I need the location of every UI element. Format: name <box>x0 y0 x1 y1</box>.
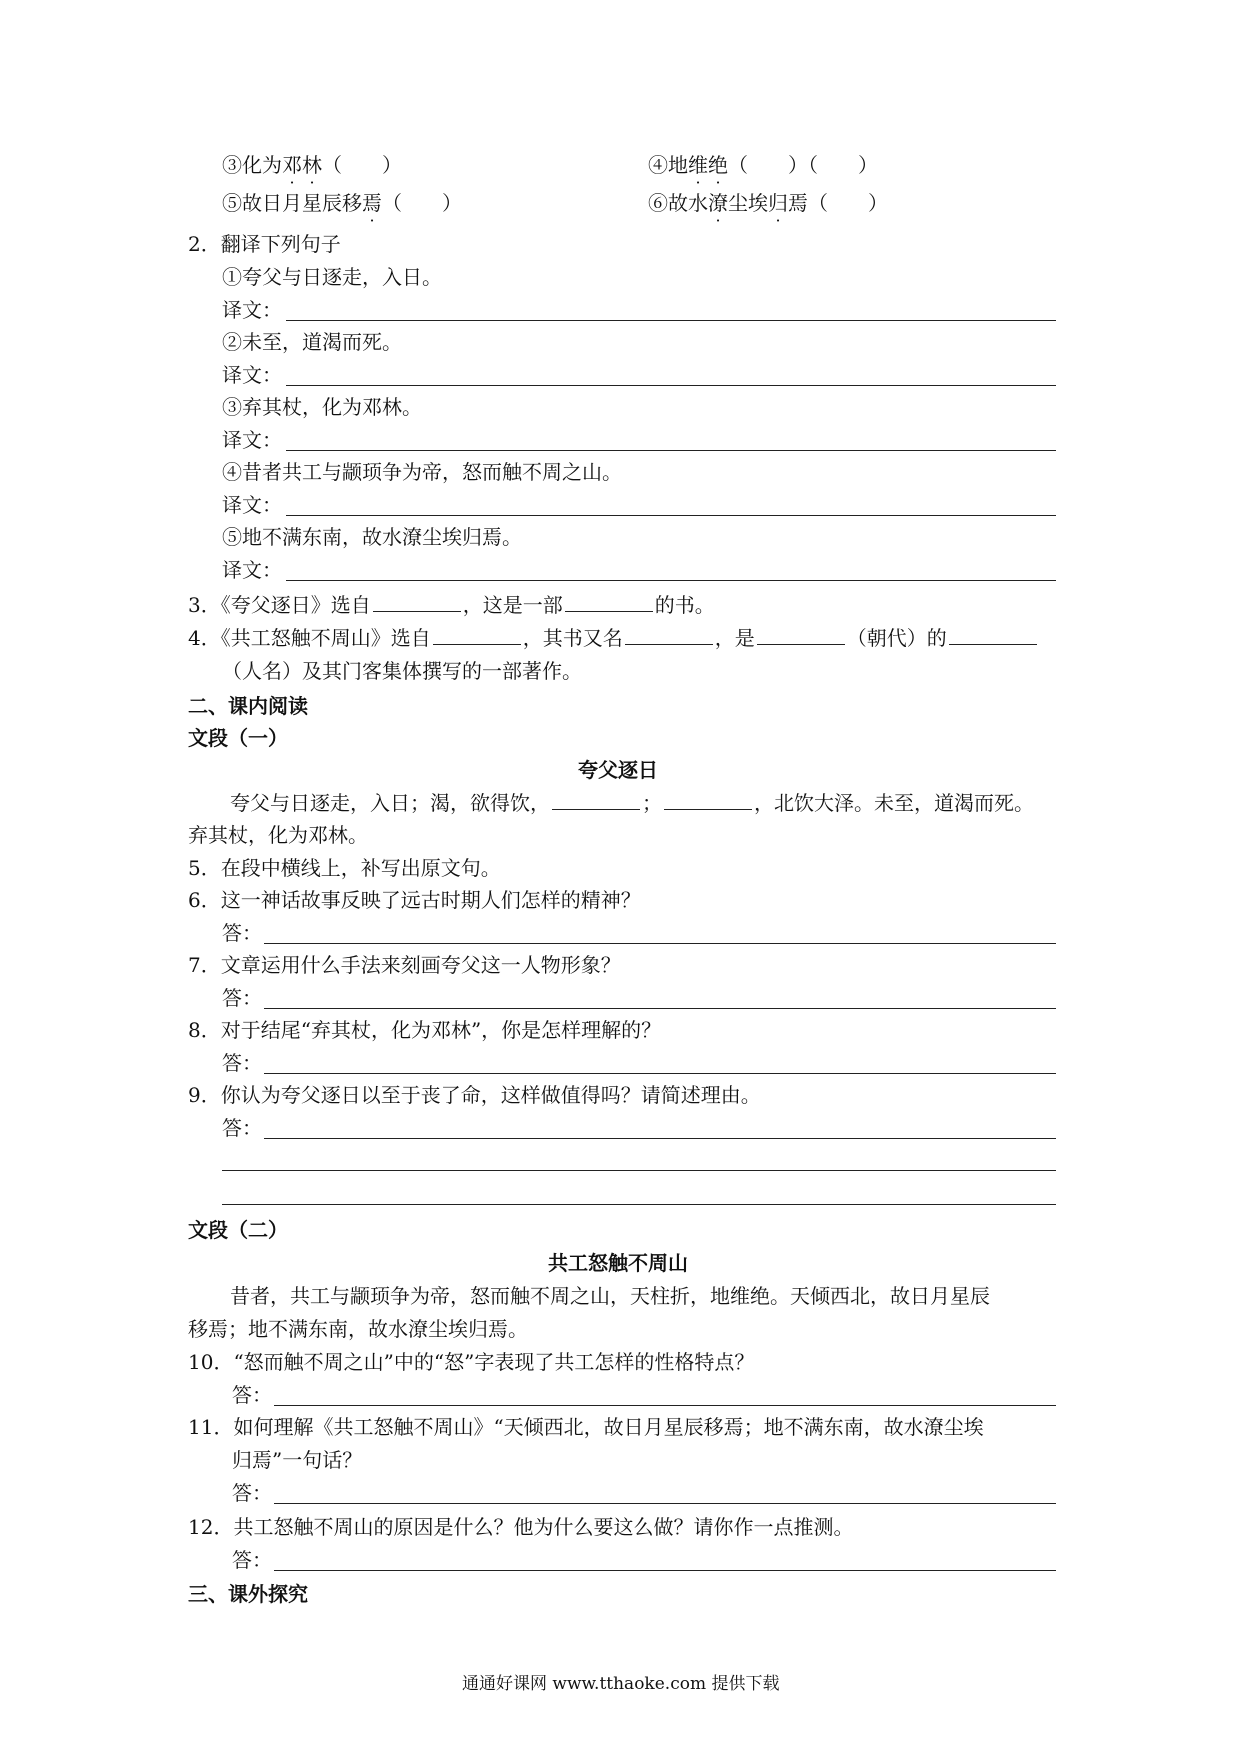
q1-item-5-text: ⑤故日月星辰移 <box>222 191 362 215</box>
answer-line[interactable] <box>286 320 1056 321</box>
answer-label: 译文： <box>222 493 282 517</box>
q2-title: 2．翻译下列句子 <box>188 232 341 256</box>
question-8: 8．对于结尾“弃其杖，化为邓林”，你是怎样理解的？ <box>188 1018 662 1042</box>
q2-sentence: ②未至，道渴而死。 <box>222 330 402 354</box>
q1-item-4 <box>648 151 878 179</box>
passage-text <box>230 789 1034 817</box>
question-5: 5．在段中横线上，补写出原文句。 <box>188 856 501 880</box>
q2-sentence: ⑤地不满东南，故水潦尘埃归焉。 <box>222 525 522 549</box>
q1-item-6-mid: 尘埃 <box>728 191 768 215</box>
q4-continuation: （人名）及其门客集体撰写的一部著作。 <box>222 659 582 683</box>
fill-blank[interactable] <box>625 626 713 645</box>
section-heading: 三、课外探究 <box>188 1582 308 1606</box>
answer-line[interactable] <box>222 1170 1056 1171</box>
answer-label: 译文： <box>222 558 282 582</box>
answer-line[interactable] <box>286 385 1056 386</box>
answer-line[interactable] <box>264 1138 1056 1139</box>
fill-blank[interactable] <box>552 791 640 810</box>
answer-label: 答： <box>222 986 262 1010</box>
answer-line[interactable] <box>222 1204 1056 1205</box>
section-heading: 二、课内阅读 <box>188 694 308 718</box>
answer-label: 答： <box>222 1116 262 1140</box>
question-7: 7．文章运用什么手法来刻画夸父这一人物形象？ <box>188 953 621 977</box>
fill-blank[interactable] <box>949 626 1037 645</box>
dotted-char: 绝 <box>708 153 728 177</box>
passage-label: 文段（二） <box>188 1218 288 1242</box>
q1-item-6-text: ⑥故水 <box>648 191 708 215</box>
q1-item-3-text: ③化为 <box>222 153 282 177</box>
answer-line[interactable] <box>286 580 1056 581</box>
q2-sentence: ①夸父与日逐走，入日。 <box>222 265 442 289</box>
answer-line[interactable] <box>274 1405 1056 1406</box>
answer-parens[interactable]: 焉（ ） <box>788 191 888 215</box>
dotted-char: 焉 <box>362 191 382 215</box>
answer-line[interactable] <box>286 450 1056 451</box>
passage-title: 夸父逐日 <box>578 758 658 782</box>
passage-text-a: 夸父与日逐走，入日；渴，欲得饮， <box>230 791 550 815</box>
passage-text: 弃其杖，化为邓林。 <box>188 823 368 847</box>
q3-text: 3．《夸父逐日》选自 <box>188 593 371 617</box>
answer-label: 答： <box>232 1481 272 1505</box>
q3 <box>188 591 715 619</box>
question-10: 10．“怒而触不周之山”中的“怒”字表现了共工怎样的性格特点？ <box>188 1350 755 1374</box>
answer-line[interactable] <box>264 1008 1056 1009</box>
page-footer: 通通好课网 www.tthaoke.com 提供下载 <box>462 1674 780 1694</box>
q1-item-3 <box>222 151 402 179</box>
q4-text: 4．《共工怒触不周山》选自 <box>188 626 431 650</box>
passage-text: 昔者，共工与颛顼争为帝，怒而触不周之山，天柱折，地维绝。天倾西北，故日月星辰 <box>230 1284 990 1308</box>
answer-parens[interactable]: （ ）（ ） <box>728 153 878 177</box>
answer-label: 答： <box>232 1383 272 1407</box>
q1-item-6 <box>648 189 888 217</box>
answer-label: 译文： <box>222 428 282 452</box>
question-6: 6．这一神话故事反映了远古时期人们怎样的精神？ <box>188 888 641 912</box>
passage-label: 文段（一） <box>188 726 288 750</box>
answer-line[interactable] <box>264 943 1056 944</box>
passage-text-c: ，北饮大泽。未至，道渴而死。 <box>754 791 1034 815</box>
dotted-char: 邓 <box>282 153 302 177</box>
question-11-cont: 归焉”一句话？ <box>232 1448 363 1472</box>
q4-text: （朝代）的 <box>846 626 947 650</box>
fill-blank[interactable] <box>373 593 461 612</box>
question-11: 11．如何理解《共工怒触不周山》“天倾西北，故日月星辰移焉；地不满东南，故水潦尘埃 <box>188 1415 984 1439</box>
dotted-char: 归 <box>768 191 788 215</box>
answer-parens[interactable]: （ ） <box>322 153 402 177</box>
answer-label: 答： <box>222 921 262 945</box>
dotted-char: 潦 <box>708 191 728 215</box>
dotted-char: 林 <box>302 153 322 177</box>
q2-sentence: ③弃其杖，化为邓林。 <box>222 395 422 419</box>
passage-title: 共工怒触不周山 <box>548 1251 688 1275</box>
fill-blank[interactable] <box>565 593 653 612</box>
q3-text: ，这是一部 <box>462 593 563 617</box>
q1-item-4-text: ④地 <box>648 153 688 177</box>
q4-text: ，是 <box>714 626 755 650</box>
q1-item-5 <box>222 189 462 217</box>
answer-parens[interactable]: （ ） <box>382 191 462 215</box>
answer-line[interactable] <box>286 515 1056 516</box>
answer-line[interactable] <box>264 1073 1056 1074</box>
q3-text: 的书。 <box>654 593 715 617</box>
fill-blank[interactable] <box>664 791 752 810</box>
answer-label: 译文： <box>222 298 282 322</box>
dotted-char: 维 <box>688 153 708 177</box>
q2-sentence: ④昔者共工与颛顼争为帝，怒而触不周之山。 <box>222 460 622 484</box>
answer-label: 译文： <box>222 363 282 387</box>
q4 <box>188 624 1039 652</box>
answer-label: 答： <box>232 1548 272 1572</box>
answer-line[interactable] <box>274 1503 1056 1504</box>
fill-blank[interactable] <box>433 626 521 645</box>
fill-blank[interactable] <box>757 626 845 645</box>
q4-text: ，其书又名 <box>522 626 623 650</box>
answer-label: 答： <box>222 1051 262 1075</box>
passage-text-b: ； <box>642 791 662 815</box>
question-9: 9．你认为夸父逐日以至于丧了命，这样做值得吗？请简述理由。 <box>188 1083 761 1107</box>
question-12: 12．共工怒触不周山的原因是什么？他为什么要这么做？请你作一点推测。 <box>188 1515 854 1539</box>
passage-text: 移焉；地不满东南，故水潦尘埃归焉。 <box>188 1317 528 1341</box>
answer-line[interactable] <box>274 1570 1056 1571</box>
